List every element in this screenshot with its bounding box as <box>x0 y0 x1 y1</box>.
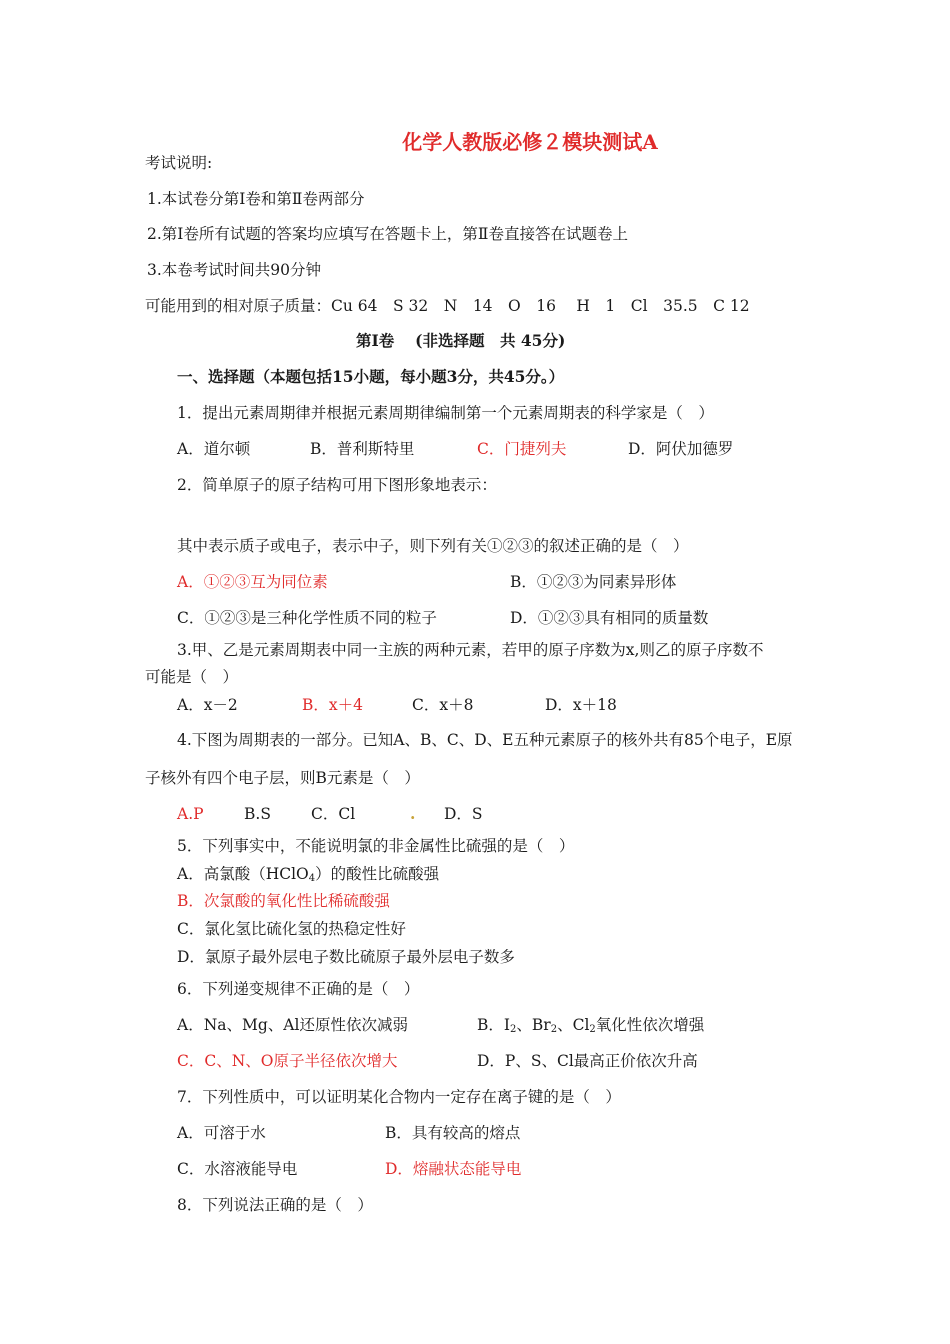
instruction-item-3: 3.本卷考试时间共90分钟 <box>147 261 322 279</box>
q5-option-a-subscript: 4 <box>308 873 316 884</box>
q4-option-d: D．S <box>444 805 483 823</box>
instructions-heading: 考试说明: <box>145 154 213 172</box>
q6-option-b-text: B．I <box>477 1016 511 1034</box>
q5-option-a <box>177 864 439 889</box>
q1-option-b: B．普利斯特里 <box>310 440 415 458</box>
q6-option-a: A．Na、Mg、Al还原性依次减弱 <box>177 1016 408 1034</box>
q2-option-d: D．①②③具有相同的质量数 <box>510 609 709 627</box>
question-4-stem: 4.下图为周期表的一部分。已知A、B、C、D、E五种元素原子的核外共有85个电子，E原 <box>177 731 793 749</box>
q6-option-d: D．P、S、Cl最高正价依次升高 <box>477 1052 698 1070</box>
q3-option-d: D．x＋18 <box>545 696 617 714</box>
q6-sub-2: 2 <box>550 1024 558 1035</box>
q7-option-a: A．可溶于水 <box>177 1124 266 1142</box>
q7-option-d-answer: D．熔融状态能导电 <box>385 1160 522 1178</box>
q5-option-d: D．氯原子最外层电子数比硫原子最外层电子数多 <box>177 948 515 966</box>
q2-option-c: C．①②③是三种化学性质不同的粒子 <box>177 609 437 627</box>
q5-option-c: C．氯化氢比硫化氢的热稳定性好 <box>177 920 406 938</box>
q1-option-d: D．阿伏加德罗 <box>628 440 734 458</box>
question-2-stem-cont: 其中表示质子或电子，表示中子，则下列有关①②③的叙述正确的是（ ） <box>177 537 689 555</box>
q5-option-a-text: A．高氯酸（HClO <box>177 865 309 883</box>
q6-option-c-answer: C．C、N、O原子半径依次增大 <box>177 1052 398 1070</box>
q7-option-b: B．具有较高的熔点 <box>385 1124 521 1142</box>
q2-option-a-answer: A．①②③互为同位素 <box>177 573 328 591</box>
question-8-stem: 8．下列说法正确的是（ ） <box>177 1196 373 1214</box>
q4-option-a-answer: A.P <box>177 805 204 823</box>
q6-sub-3: 2 <box>589 1024 596 1035</box>
question-3-stem-cont: 可能是（ ） <box>145 668 239 686</box>
question-7-stem: 7．下列性质中，可以证明某化合物内一定存在离子键的是（ ） <box>177 1088 621 1106</box>
question-2-stem: 2．简单原子的原子结构可用下图形象地表示： <box>177 476 497 494</box>
instruction-item-1: 1.本试卷分第Ⅰ卷和第Ⅱ卷两部分 <box>147 190 365 208</box>
q5-option-a-rest: ）的酸性比硫酸强 <box>315 865 440 883</box>
q2-option-b: B．①②③为同素异形体 <box>510 573 677 591</box>
q4-option-b: B.S <box>244 805 271 823</box>
question-6-stem: 6．下列递变规律不正确的是（ ） <box>177 980 420 998</box>
atomic-mass-line: 可能用到的相对原子质量：Cu 64 S 32 N 14 O 16 H 1 Cl 35.5 C 12 <box>145 297 750 315</box>
question-5-stem: 5．下列事实中，不能说明氯的非金属性比硫强的是（ ） <box>177 837 575 855</box>
q6-option-b-mid: 、Br <box>516 1016 551 1034</box>
instruction-item-2: 2.第Ⅰ卷所有试题的答案均应填写在答题卡上，第Ⅱ卷直接答在试题卷上 <box>147 225 628 243</box>
question-4-stem-cont: 子核外有四个电子层，则B元素是（ ） <box>145 769 420 787</box>
q6-option-b <box>477 1015 704 1040</box>
q5-option-b-answer: B．次氯酸的氧化性比稀硫酸强 <box>177 892 390 910</box>
q7-option-c: C．水溶液能导电 <box>177 1160 298 1178</box>
q6-option-b-end: 氧化性依次增强 <box>595 1016 705 1034</box>
q6-option-b-mid2: 、Cl <box>557 1016 590 1034</box>
q1-option-a: A．道尔顿 <box>177 440 251 458</box>
q1-option-c-answer: C．门捷列夫 <box>477 440 567 458</box>
q4-option-c: C．Cl <box>311 805 356 823</box>
q6-sub-1: 2 <box>510 1024 517 1035</box>
q3-option-a: A．x－2 <box>177 696 238 714</box>
section-heading: 一、选择题（本题包括15小题，每小题3分，共45分。） <box>177 367 565 386</box>
q3-option-c: C．x＋8 <box>412 696 474 714</box>
page-title: 化学人教版必修２模块测试A <box>402 130 658 154</box>
q4-dot-mark: . <box>410 804 416 823</box>
question-3-stem: 3.甲、乙是元素周期表中同一主族的两种元素，若甲的原子序数为x,则乙的原子序数不 <box>177 641 764 659</box>
question-1-stem: 1．提出元素周期律并根据元素周期律编制第一个元素周期表的科学家是（ ） <box>177 404 714 422</box>
part1-heading: 第Ⅰ卷 (非选择题 共 45分) <box>356 331 566 350</box>
q3-option-b-answer: B．x＋4 <box>302 696 363 714</box>
